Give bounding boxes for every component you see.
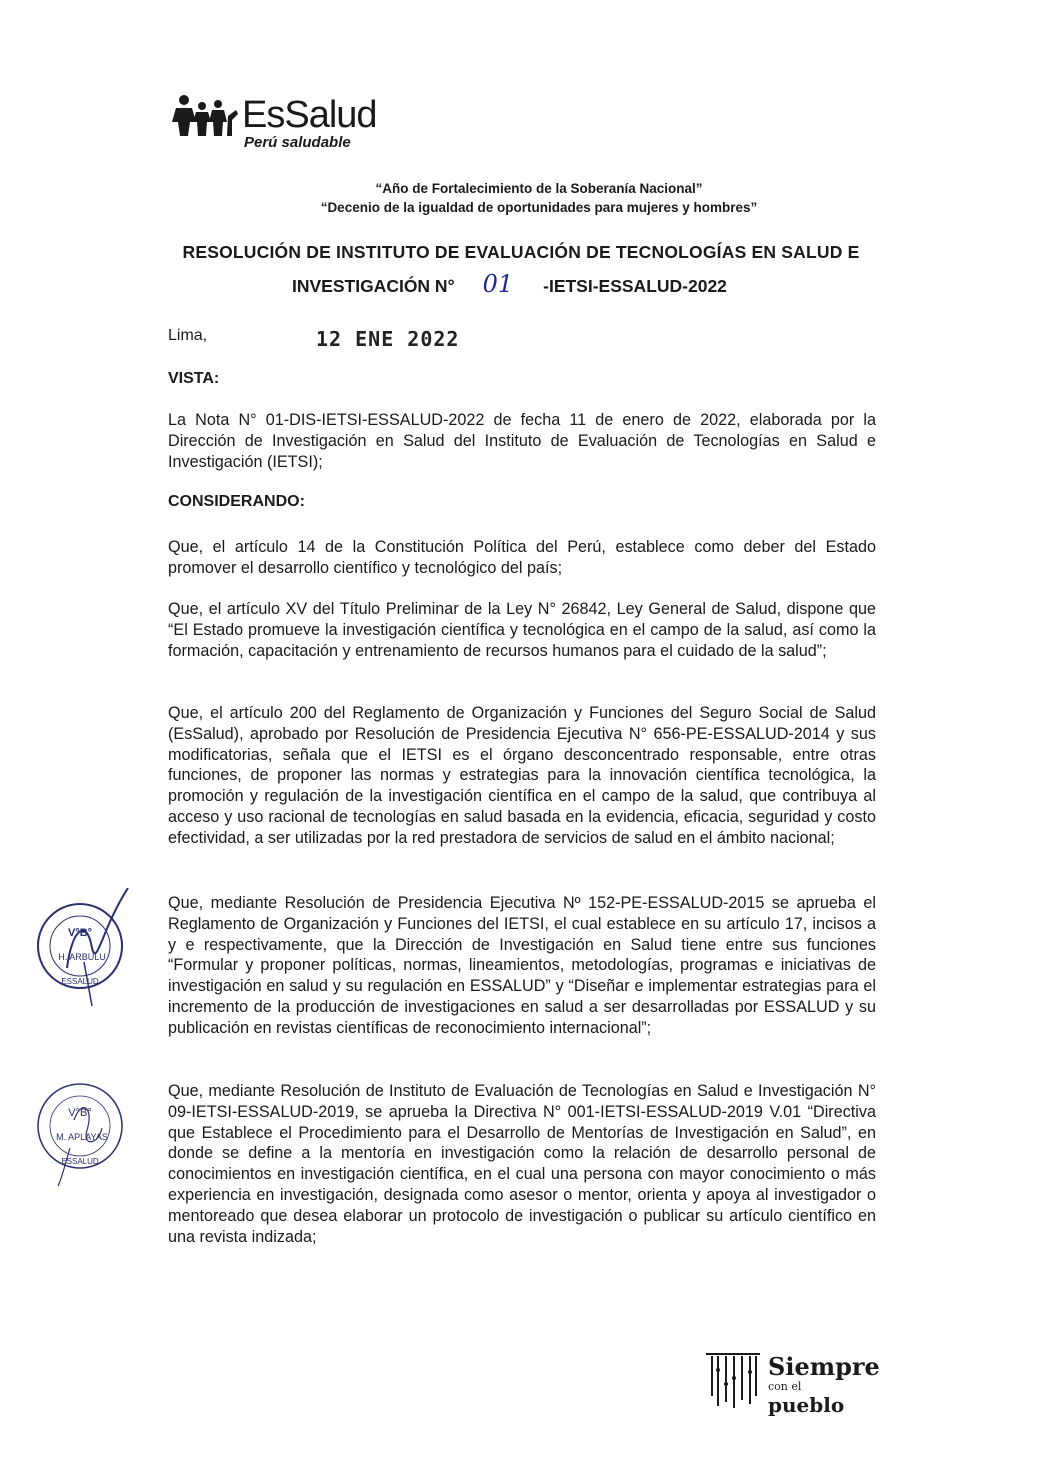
seal-vb: V°B°	[67, 927, 93, 939]
essalud-logo	[172, 88, 392, 154]
pillars-icon	[704, 1350, 762, 1410]
considerando-paragraph-5: Que, mediante Resolución de Instituto de Evaluación de Tecnologías en Salud e Investigación N° 09-IETSI-ESSALUD-2019, se aprueba la Directiva N° 001-IETSI-ESSALUD-2019 V.01 “Directiva que Establece el Procedimiento para el Desarrollo de Mentorías de Investigación en Salud”, en donde se define a la mentoría en investigación como la relación de desarrollo personal de conocimientos en investigación científica, en el cual una persona con mayor conocimiento o más experiencia en investigación, designada como asesor o mentor, orienta y apoya al investigador o mentoreado que desea elaborar un protocolo de investigación o publicar su artículo científico en una revista indizada;	[168, 1082, 876, 1246]
resolution-title-line-1: RESOLUCIÓN DE INSTITUTO DE EVALUACIÓN DE TECNOLOGÍAS EN SALUD E	[182, 242, 860, 262]
vista-paragraph: La Nota N° 01-DIS-IETSI-ESSALUD-2022 de fecha 11 de enero de 2022, elaborada por la Dirección de Investigación en Salud del Instituto de Evaluación de Tecnologías en Salud e Investigación (IETSI);	[168, 411, 876, 471]
considerando-paragraph-2: Que, el artículo XV del Título Preliminar de la Ley N° 26842, Ley General de Salud, dispone que “El Estado promueve la investigación científica y tecnológica en el campo de la salud, así como la formación, capacitación y entrenamiento de recursos humanos para el cuidado de la salud”;	[168, 600, 876, 660]
slogan-con-el: con el	[768, 1380, 802, 1393]
approval-seal-legal	[32, 888, 142, 1008]
date-stamp: 12 ENE 2022	[316, 327, 460, 351]
considerando-heading: CONSIDERANDO:	[168, 493, 305, 510]
slogan-pueblo-word: pueblo	[768, 1393, 845, 1417]
year-motto-1: “Año de Fortalecimiento de la Soberanía Nacional”	[375, 181, 703, 196]
vista-heading: VISTA:	[168, 370, 220, 387]
seal-bottom: ESSALUD	[61, 1157, 99, 1166]
slogan-pueblo	[768, 1380, 874, 1417]
resolution-title-line-2	[292, 270, 727, 298]
logo-name: EsSalud	[242, 94, 377, 136]
resolution-number-handwritten: 01	[482, 270, 514, 298]
family-icon	[172, 94, 238, 138]
considerando-paragraph-3: Que, el artículo 200 del Reglamento de Organización y Funciones del Seguro Social de Salud (EsSalud), aprobado por Resolución de Presidencia Ejecutiva N° 656-PE-ESSALUD-2014 y sus modificatorias, señala que el IETSI es el órgano desconcentrado responsable, entre otras funciones, de proponer las normas y estrategias para la innovación científica tecnológica, la promoción y regulación de la investigación científica en el campo de la salud, que contribuya al acceso y uso racional de tecnologías en salud basada en la evidencia, eficacia, seguridad y costo efectividad, a ser utilizadas por la red prestadora de servicios de salud en el ámbito nacional;	[168, 704, 876, 847]
seal-name: H. ARBULU	[58, 952, 106, 962]
slogan-siempre: Siempre	[768, 1352, 880, 1381]
year-motto-2: “Decenio de la igualdad de oportunidades para mujeres y hombres”	[320, 200, 758, 215]
seal-name: M. APLAYAS	[56, 1132, 108, 1142]
resolution-title-prefix: INVESTIGACIÓN N°	[292, 276, 455, 296]
considerando-paragraph-1: Que, el artículo 14 de la Constitución Política del Perú, establece como deber del Estado promover el desarrollo científico y tecnológico del país;	[168, 538, 876, 577]
seal-vb: V°B°	[68, 1107, 92, 1119]
logo-tagline: Perú saludable	[244, 134, 351, 151]
resolution-title-suffix: -IETSI-ESSALUD-2022	[543, 276, 727, 296]
considerando-paragraph-4: Que, mediante Resolución de Presidencia Ejecutiva Nº 152-PE-ESSALUD-2015 se aprueba el Reglamento de Organización y Funciones del IETSI, el cual establece en su artículo 17, incisos a y e respectivamente, que la Dirección de Investigación en Salud tiene entre sus funciones “Formular y proponer políticas, normas, lineamientos, metodologías, programas e iniciativas de investigación en salud y su regulación en ESSALUD” y “Diseñar e implementar estrategias para el incremento de la producción de investigaciones en salud a ser desarrolladas por ESSALUD y su publicación en revistas científicas de reconocimiento internacional”;	[168, 894, 876, 1037]
place-city: Lima,	[168, 327, 208, 344]
seal-bottom: ESSALUD	[61, 977, 99, 986]
approval-seal-direction	[32, 1068, 142, 1188]
siempre-con-el-pueblo-logo	[704, 1350, 880, 1417]
